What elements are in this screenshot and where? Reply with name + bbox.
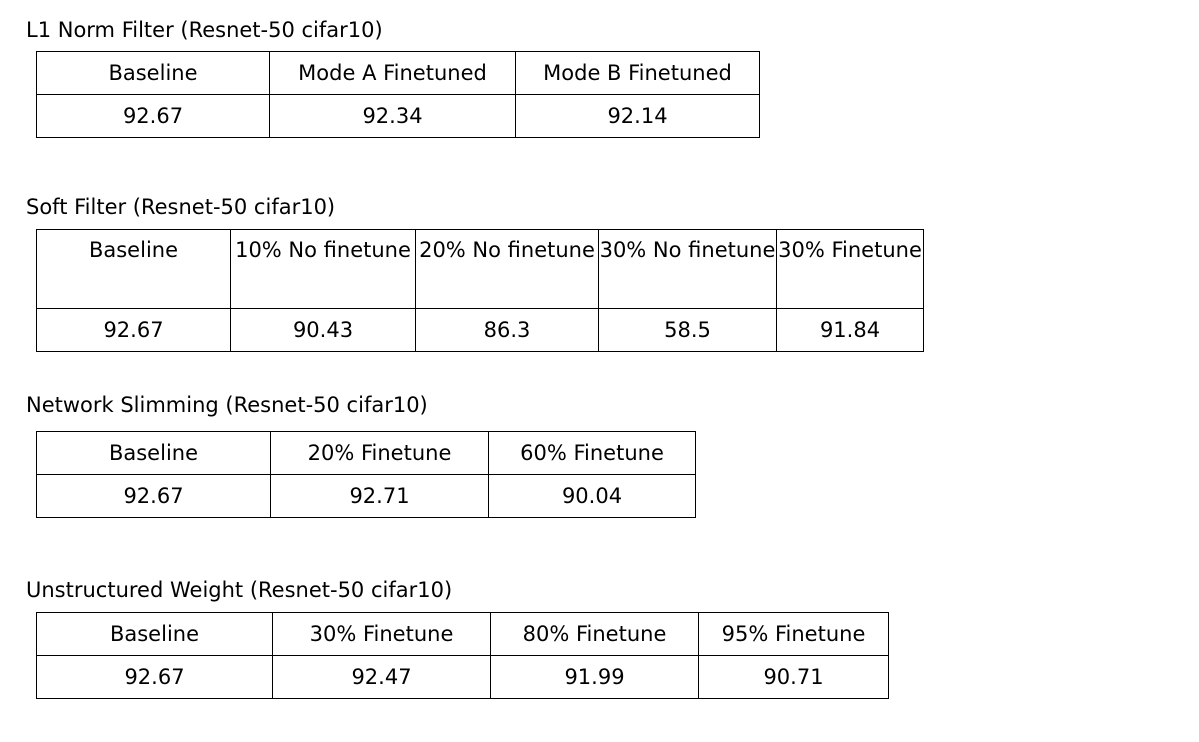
network-slimming-table bbox=[36, 431, 696, 518]
l1-norm-filter-table bbox=[36, 51, 760, 138]
soft-filter-title: Soft Filter (Resnet-50 cifar10) bbox=[26, 195, 336, 219]
header-cell-text: Baseline bbox=[88, 238, 179, 262]
table-row bbox=[37, 309, 924, 352]
value-cell: 91.99 bbox=[491, 656, 699, 699]
table-header-row bbox=[37, 613, 889, 656]
header-cell: 60% Finetune bbox=[489, 432, 696, 475]
value-cell: 92.67 bbox=[37, 475, 271, 518]
table-header-row bbox=[37, 52, 760, 95]
unstructured-weight-table bbox=[36, 612, 889, 699]
header-cell-text: 20% No finetune bbox=[419, 238, 595, 262]
header-cell bbox=[777, 230, 924, 309]
table-row bbox=[37, 475, 696, 518]
header-cell: 30% Finetune bbox=[273, 613, 491, 656]
unstructured-weight-title: Unstructured Weight (Resnet-50 cifar10) bbox=[26, 578, 453, 602]
header-cell: 95% Finetune bbox=[699, 613, 889, 656]
table-header-row bbox=[37, 230, 924, 309]
header-cell-text: 30% Finetune bbox=[778, 238, 922, 262]
value-cell: 92.67 bbox=[37, 95, 270, 138]
value-cell: 92.34 bbox=[270, 95, 516, 138]
header-cell: Baseline bbox=[37, 613, 273, 656]
network-slimming-title: Network Slimming (Resnet-50 cifar10) bbox=[26, 393, 428, 417]
header-cell bbox=[599, 230, 777, 309]
value-cell: 86.3 bbox=[416, 309, 599, 352]
value-cell: 92.14 bbox=[516, 95, 760, 138]
header-cell: 20% Finetune bbox=[271, 432, 489, 475]
value-cell: 90.04 bbox=[489, 475, 696, 518]
header-cell-text: 10% No finetune bbox=[235, 238, 411, 262]
header-cell bbox=[37, 230, 231, 309]
value-cell: 58.5 bbox=[599, 309, 777, 352]
value-cell: 91.84 bbox=[777, 309, 924, 352]
header-cell: 80% Finetune bbox=[491, 613, 699, 656]
value-cell: 90.71 bbox=[699, 656, 889, 699]
header-cell-text: 30% No finetune bbox=[599, 238, 776, 262]
header-cell: Baseline bbox=[37, 432, 271, 475]
l1-norm-filter-title: L1 Norm Filter (Resnet-50 cifar10) bbox=[26, 18, 383, 42]
table-header-row bbox=[37, 432, 696, 475]
value-cell: 92.67 bbox=[37, 309, 231, 352]
value-cell: 92.71 bbox=[271, 475, 489, 518]
table-row bbox=[37, 95, 760, 138]
table-row bbox=[37, 656, 889, 699]
value-cell: 90.43 bbox=[231, 309, 416, 352]
header-cell bbox=[416, 230, 599, 309]
header-cell: Baseline bbox=[37, 52, 270, 95]
value-cell: 92.67 bbox=[37, 656, 273, 699]
header-cell: Mode A Finetuned bbox=[270, 52, 516, 95]
header-cell bbox=[231, 230, 416, 309]
soft-filter-table bbox=[36, 229, 924, 352]
value-cell: 92.47 bbox=[273, 656, 491, 699]
header-cell: Mode B Finetuned bbox=[516, 52, 760, 95]
